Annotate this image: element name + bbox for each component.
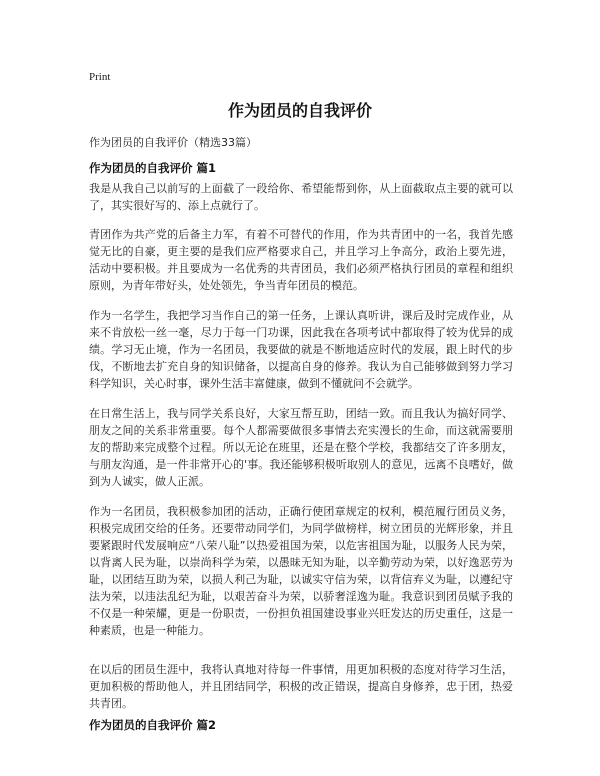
print-label[interactable]: Print xyxy=(89,71,111,83)
paragraph-2: 青团作为共产党的后备主力军，有着不可替代的作用，作为共青团中的一名，我首先感觉无比的自豪，更主要的是我们应严格要求自己，并且学习上争高分，政治上要先进，活动中要积极。并且要成为一名优秀的共青团员，我们必须严格执行团员的章程和组织原则，为青年带好头，处处领先，争当青年团员的模范。 xyxy=(89,228,513,292)
document-subtitle: 作为团员的自我评价（精选33篇） xyxy=(89,136,257,149)
paragraph-3: 作为一名学生，我把学习当作自己的第一任务，上课认真听讲，课后及时完成作业，从来不肯放松一丝一毫，尽力于每一门功课，因此我在各项考试中都取得了较为优异的成绩。学习无止境，作为一名团员，我要做的就是不断地适应时代的发展，跟上时代的步伐，不断地去扩充自身的知识储备，以提高自身的修养。我认为自己能够做到努力学习科学知识，关心时事，课外生活丰富健康，做到不懂就问不会就学。 xyxy=(89,309,513,390)
section-heading-1: 作为团员的自我评价 篇1 xyxy=(89,161,217,175)
paragraph-4: 在日常生活上，我与同学关系良好，大家互帮互助，团结一致。而且我认为搞好同学、朋友之间的关系非常重要。每个人都需要做很多事情去充实漫长的生命，而这就需要朋友的帮助来完成整个过程。所以无论在班里，还是在整个学校，我都结交了许多朋友，与朋友沟通，是一件非常开心的'事。我还能够积极听取别人的意见，远离不良嗜好，做到为人诚实，做人正派。 xyxy=(89,407,513,488)
paragraph-1: 我是从我自己以前写的上面截了一段给你、希望能帮到你，从上面截取点主要的就可以了，其实很好写的、添上点就行了。 xyxy=(89,182,513,212)
paragraph-6: 在以后的团员生涯中，我将认真地对待每一件事情，用更加积极的态度对待学习生活，更加积极的帮助他人，并且团结同学，积极的改正错误，提高自身修养，忠于团，热爱共青团。 xyxy=(89,663,513,710)
page-title: 作为团员的自我评价 xyxy=(227,101,372,120)
paragraph-5: 作为一名团员，我积极参加团的活动，正确行使团章规定的权利，模范履行团员义务，积极完成团交给的任务。还要带动同学们，为同学做榜样，树立团员的光辉形象，并且要紧跟时代发展响应“八荣八耻”以热爱祖国为荣，以危害祖国为耻，以服务人民为荣，以背离人民为耻，以崇尚科学为荣，以愚昧无知为耻，以辛勤劳动为荣，以好逸恶劳为耻，以团结互助为荣，以损人利己为耻，以诚实守信为荣，以背信弃义为耻，以遵纪守法为荣，以违法乱纪为耻，以艰苦奋斗为荣，以骄奢淫逸为耻。我意识到团员赋予我的不仅是一种荣耀，更是一份职责，一份担负祖国建设事业兴旺发达的历史重任，这是一种素质，也是一种能力。 xyxy=(89,505,513,637)
section-heading-2: 作为团员的自我评价 篇2 xyxy=(89,718,217,732)
